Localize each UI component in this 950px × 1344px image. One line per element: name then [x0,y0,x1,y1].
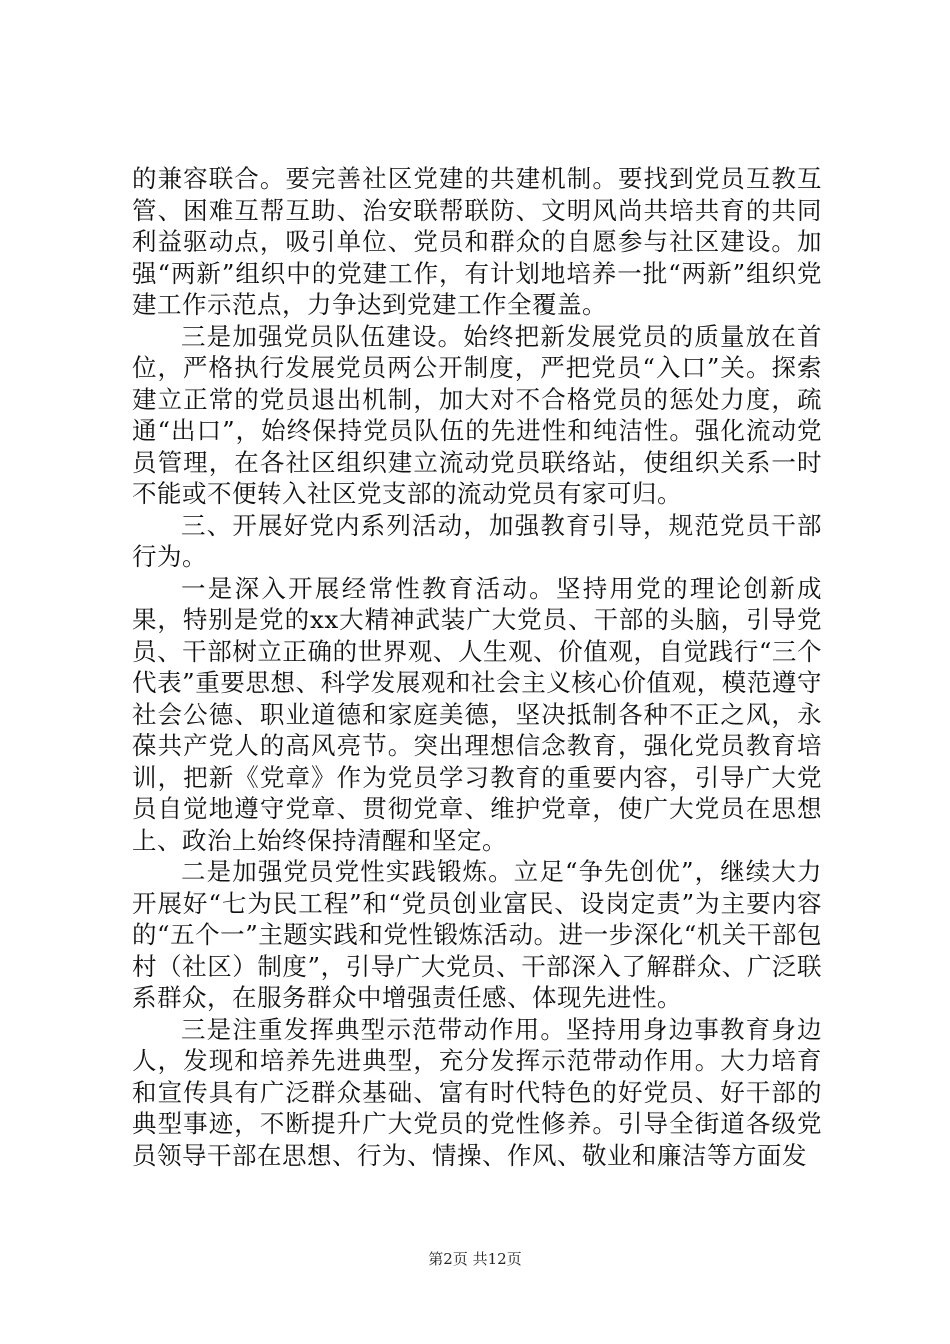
document-body [132,163,822,1171]
paragraph-1: 的兼容联合。要完善社区党建的共建机制。要找到党员互教互管、困难互帮互助、治安联帮联防、文明风尚共培共育的共同利益驱动点，吸引单位、党员和群众的自愿参与社区建设。加强“两新”组织中的党建工作，有计划地培养一批“两新”组织党建工作示范点，力争达到党建工作全覆盖。 [132,164,822,319]
paragraph-5: 二是加强党员党性实践锻炼。立足“争先创优”，继续大力开展好“七为民工程”和“党员创业富民、设岗定责”为主要内容的“五个一”主题实践和党性锻炼活动。进一步深化“机关干部包村（社区）制度”，引导广大党员、干部深入了解群众、广泛联系群众，在服务群众中增强责任感、体现先进性。 [132,857,822,1012]
section-heading-3: 三、开展好党内系列活动，加强教育引导，规范党员干部行为。 [132,510,822,571]
page-footer: 第2页 共12页 [428,1250,522,1268]
paragraph-6: 三是注重发挥典型示范带动作用。坚持用身边事教育身边人，发现和培养先进典型，充分发挥示范带动作用。大力培育和宣传具有广泛群众基础、富有时代特色的好党员、好干部的典型事迹，不断提升广大党员的党性修养。引导全街道各级党员领导干部在思想、行为、情操、作风、敬业和廉洁等方面发 [132,1014,822,1170]
paragraph-4: 一是深入开展经常性教育活动。坚持用党的理论创新成果，特别是党的xx大精神武装广大党员、干部的头脑，引导党员、干部树立正确的世界观、人生观、价值观，自觉践行“三个代表”重要思想、科学发展观和社会主义核心价值观，模范遵守社会公德、职业道德和家庭美德，坚决抵制各种不正之风，永葆共产党人的高风亮节。突出理想信念教育，强化党员教育培训，把新《党章》作为党员学习教育的重要内容，引导广大党员自觉地遵守党章、贯彻党章、维护党章，使广大党员在思想上、政治上始终保持清醒和坚定。 [132,573,822,855]
paragraph-2: 三是加强党员队伍建设。始终把新发展党员的质量放在首位，严格执行发展党员两公开制度，严把党员“入口”关。探索建立正常的党员退出机制，加大对不合格党员的惩处力度，疏通“出口”，始终保持党员队伍的先进性和纯洁性。强化流动党员管理，在各社区组织建立流动党员联络站，使组织关系一时不能或不便转入社区党支部的流动党员有家可归。 [132,321,822,508]
